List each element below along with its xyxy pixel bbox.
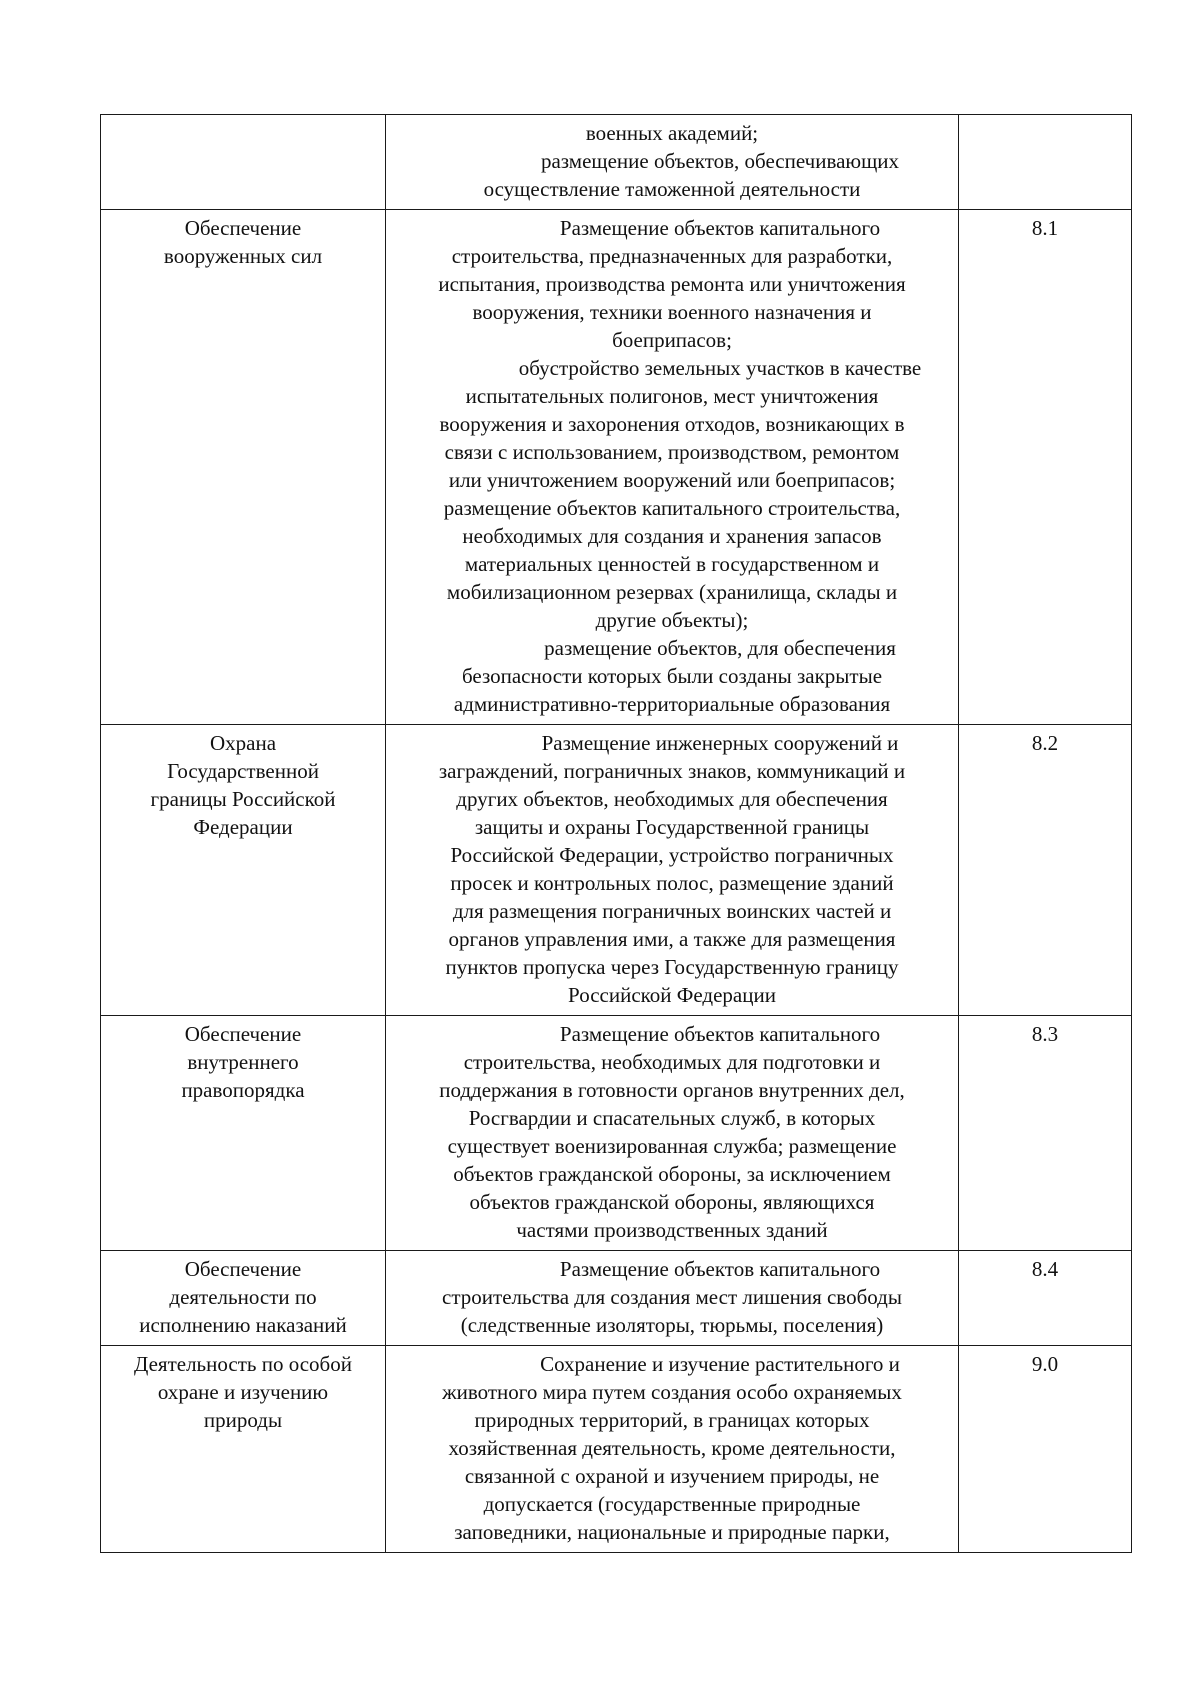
description-line: необходимых для создания и хранения запасов bbox=[462, 524, 882, 548]
description-line: объектов гражданской обороны, являющихся bbox=[469, 1190, 875, 1214]
description-line: других объектов, необходимых для обеспечения bbox=[456, 787, 888, 811]
code-cell bbox=[959, 115, 1132, 210]
activity-name-line: природы bbox=[203, 1408, 283, 1432]
activity-name-line: вооруженных сил bbox=[163, 244, 323, 268]
description-line: строительства, необходимых для подготовки и bbox=[463, 1050, 881, 1074]
table-row bbox=[101, 725, 1132, 1016]
table-row bbox=[101, 1346, 1132, 1553]
description-line: другие объекты); bbox=[595, 608, 749, 632]
table-row bbox=[101, 1251, 1132, 1346]
description-line: Росгвардии и спасательных служб, в которых bbox=[468, 1106, 876, 1130]
description-line: частями производственных зданий bbox=[516, 1218, 828, 1242]
description-line: пунктов пропуска через Государственную границу bbox=[445, 955, 899, 979]
description-line: Сохранение и изучение растительного и bbox=[540, 1352, 900, 1376]
description-cell bbox=[386, 210, 959, 725]
activity-name-line: Обеспечение bbox=[184, 1257, 302, 1281]
description-line: размещение объектов капитального строительства, bbox=[443, 496, 901, 520]
description-cell bbox=[386, 1016, 959, 1251]
code-cell bbox=[959, 1251, 1132, 1346]
description-line: размещение объектов, обеспечивающих bbox=[540, 149, 899, 173]
description-line: Размещение инженерных сооружений и bbox=[541, 731, 899, 755]
description-line: строительства, предназначенных для разработки, bbox=[451, 244, 893, 268]
activity-name-cell bbox=[101, 725, 386, 1016]
description-line: связанной с охраной и изучением природы, не bbox=[464, 1464, 880, 1488]
description-line: органов управления ими, а также для размещения bbox=[448, 927, 896, 951]
description-line: (следственные изоляторы, тюрьмы, поселения) bbox=[460, 1313, 884, 1337]
activity-name-line: границы Российской bbox=[150, 787, 336, 811]
description-cell bbox=[386, 1251, 959, 1346]
description-line: Размещение объектов капитального bbox=[559, 1257, 881, 1281]
table-row bbox=[101, 115, 1132, 210]
activity-name-cell bbox=[101, 1251, 386, 1346]
code-cell bbox=[959, 210, 1132, 725]
table-row bbox=[101, 1016, 1132, 1251]
activity-name-cell bbox=[101, 210, 386, 725]
code-cell bbox=[959, 725, 1132, 1016]
description-line: Российской Федерации bbox=[568, 983, 776, 1007]
table-row bbox=[101, 210, 1132, 725]
activity-name-line: исполнению наказаний bbox=[139, 1313, 347, 1337]
description-line: или уничтожением вооружений или боеприпасов; bbox=[448, 468, 896, 492]
description-line: хозяйственная деятельность, кроме деятельности, bbox=[448, 1436, 896, 1460]
description-line: Размещение объектов капитального bbox=[559, 216, 881, 240]
description-line: природных территорий, в границах которых bbox=[474, 1408, 870, 1432]
activity-name-line: Федерации bbox=[193, 815, 293, 839]
activity-name-line: правопорядка bbox=[181, 1078, 305, 1102]
classification-code: 8.1 bbox=[1031, 216, 1059, 240]
activity-name-line: Обеспечение bbox=[184, 216, 302, 240]
description-line: военных академий; bbox=[585, 121, 759, 145]
land-use-table bbox=[100, 114, 1132, 1553]
description-line: допускается (государственные природные bbox=[483, 1492, 861, 1516]
description-cell bbox=[386, 115, 959, 210]
description-line: просек и контрольных полос, размещение зданий bbox=[450, 871, 894, 895]
description-line: вооружения, техники военного назначения и bbox=[472, 300, 872, 324]
description-line: Размещение объектов капитального bbox=[559, 1022, 881, 1046]
activity-name-cell bbox=[101, 1346, 386, 1553]
description-line: строительства для создания мест лишения свободы bbox=[442, 1285, 902, 1309]
classification-code: 9.0 bbox=[1031, 1352, 1059, 1376]
description-line: животного мира путем создания особо охраняемых bbox=[442, 1380, 902, 1404]
description-line: материальных ценностей в государственном и bbox=[464, 552, 880, 576]
activity-name-line: деятельности по bbox=[169, 1285, 317, 1309]
activity-name-cell bbox=[101, 1016, 386, 1251]
classification-code: 8.2 bbox=[1031, 731, 1059, 755]
activity-name-line: Государственной bbox=[167, 759, 319, 783]
description-line: существует военизированная служба; размещение bbox=[447, 1134, 897, 1158]
code-cell bbox=[959, 1016, 1132, 1251]
description-line: объектов гражданской обороны, за исключением bbox=[453, 1162, 891, 1186]
activity-name-cell bbox=[101, 115, 386, 210]
description-line: административно-территориальные образования bbox=[453, 692, 891, 716]
description-line: поддержания в готовности органов внутренних дел, bbox=[439, 1078, 905, 1102]
description-line: боеприпасов; bbox=[612, 328, 732, 352]
description-line: испытания, производства ремонта или уничтожения bbox=[438, 272, 906, 296]
description-line: для размещения пограничных воинских частей и bbox=[452, 899, 892, 923]
code-cell bbox=[959, 1346, 1132, 1553]
description-line: обустройство земельных участков в качестве bbox=[518, 356, 922, 380]
classification-code: 8.4 bbox=[1031, 1257, 1059, 1281]
description-line: осуществление таможенной деятельности bbox=[483, 177, 861, 201]
activity-name-line: охране и изучению bbox=[157, 1380, 329, 1404]
activity-name-line: Деятельность по особой bbox=[134, 1352, 352, 1376]
description-line: Российской Федерации, устройство пограничных bbox=[450, 843, 894, 867]
description-line: испытательных полигонов, мест уничтожения bbox=[465, 384, 879, 408]
classification-code: 8.3 bbox=[1031, 1022, 1059, 1046]
description-line: заграждений, пограничных знаков, коммуникаций и bbox=[438, 759, 906, 783]
activity-name-line: Обеспечение bbox=[184, 1022, 302, 1046]
description-line: вооружения и захоронения отходов, возникающих в bbox=[439, 412, 905, 436]
description-line: заповедники, национальные и природные парки, bbox=[454, 1520, 890, 1544]
description-cell bbox=[386, 1346, 959, 1553]
description-line: безопасности которых были созданы закрытые bbox=[461, 664, 883, 688]
description-line: связи с использованием, производством, ремонтом bbox=[444, 440, 900, 464]
activity-name-line: Охрана bbox=[209, 731, 277, 755]
description-line: размещение объектов, для обеспечения bbox=[544, 636, 896, 660]
activity-name-line: внутреннего bbox=[187, 1050, 299, 1074]
description-cell bbox=[386, 725, 959, 1016]
description-line: мобилизационном резервах (хранилища, склады и bbox=[446, 580, 898, 604]
description-line: защиты и охраны Государственной границы bbox=[474, 815, 870, 839]
